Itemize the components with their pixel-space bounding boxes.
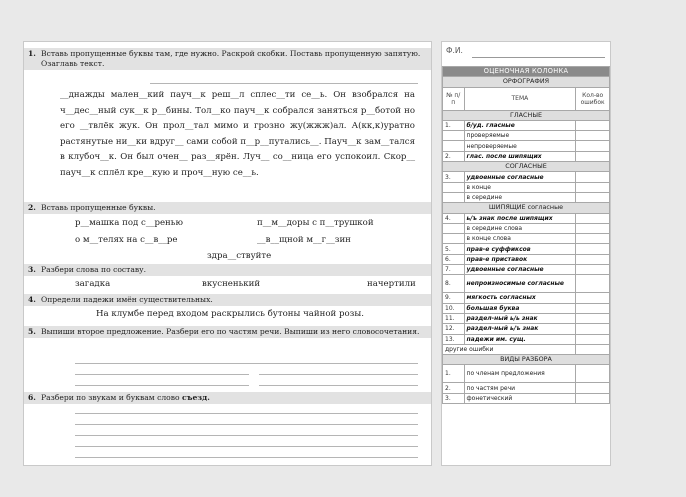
row-topic: раздел-ный ь/ъ знак <box>464 324 576 334</box>
task-2 <box>24 202 431 214</box>
error-count-cell[interactable] <box>576 303 610 313</box>
task-2-item: п__м__доры с п__трушкой <box>257 218 374 228</box>
task-6-instruction: Разбери по звукам и буквам слово <box>41 393 180 402</box>
row-number <box>443 192 465 202</box>
row-number <box>443 182 465 192</box>
row-topic: непроверяемые <box>464 141 576 151</box>
error-count-cell[interactable] <box>576 213 610 223</box>
task-2-item: о м__телях на с__в__ре <box>75 235 178 245</box>
task-2-item: __в__щной м__г__зин <box>257 235 351 245</box>
answer-line[interactable] <box>75 413 418 414</box>
row-number: 13. <box>443 334 465 344</box>
row-number: 4. <box>443 213 465 223</box>
error-count-cell[interactable] <box>576 275 610 293</box>
task-5-instruction: Выпиши второе предложение. Разбери его по частям речи. Выпиши из него словосочетания. <box>41 327 420 336</box>
row-number: 3. <box>443 393 465 403</box>
task-3-word: загадка <box>75 279 111 289</box>
task-3 <box>24 264 431 276</box>
section-title: ВИДЫ РАЗБОРА <box>443 355 610 365</box>
row-topic: удвоенные согласные <box>464 172 576 182</box>
task-4-instruction: Определи падежи имён существительных. <box>41 295 213 304</box>
error-count-cell[interactable] <box>576 365 610 383</box>
title-answer-line[interactable] <box>150 83 418 84</box>
answer-line[interactable] <box>259 374 418 375</box>
error-count-cell[interactable] <box>576 131 610 141</box>
row-number: 5. <box>443 244 465 254</box>
task-3-number: 3. <box>28 265 36 274</box>
answer-line[interactable] <box>75 457 418 458</box>
error-count-cell[interactable] <box>576 383 610 393</box>
row-topic: прав-е приставок <box>464 254 576 264</box>
task-3-word: вкусненький <box>202 279 261 289</box>
row-number: 1. <box>443 365 465 383</box>
row-topic: по частям речи <box>464 383 576 393</box>
row-topic: прав-е суффиксов <box>464 244 576 254</box>
error-count-cell[interactable] <box>576 324 610 334</box>
row-number: 2. <box>443 151 465 161</box>
error-count-cell[interactable] <box>576 393 610 403</box>
row-number: 12. <box>443 324 465 334</box>
error-count-cell[interactable] <box>576 120 610 130</box>
row-topic: глас. после шипящих <box>464 151 576 161</box>
error-count-cell[interactable] <box>576 244 610 254</box>
row-topic: в середине слова <box>464 223 576 233</box>
row-number <box>443 223 465 233</box>
task-3-header <box>24 264 431 276</box>
row-topic: непроизносимые согласные <box>464 275 576 293</box>
row-topic: мягкость согласных <box>464 293 576 303</box>
task-5-number: 5. <box>28 327 36 336</box>
task-4-number: 4. <box>28 295 36 304</box>
worksheet-page <box>23 41 432 466</box>
task-3-word: начертили <box>367 279 416 289</box>
error-count-cell[interactable] <box>576 293 610 303</box>
error-count-cell[interactable] <box>576 192 610 202</box>
panel-title: ОЦЕНОЧНАЯ КОЛОНКА <box>443 67 610 77</box>
row-number: 8. <box>443 275 465 293</box>
row-number: 1. <box>443 120 465 130</box>
row-topic: фонетический <box>464 393 576 403</box>
col-number-header: № п/п <box>443 87 465 110</box>
name-field[interactable] <box>472 57 605 58</box>
task-2-item: здра__ствуйте <box>207 251 272 261</box>
row-topic: ь/ъ знак после шипящих <box>464 213 576 223</box>
task-6-number: 6. <box>28 393 36 402</box>
task-1-instruction: Вставь пропущенные буквы там, где нужно. Раскрой скобки. Поставь пропущенную запятую. Озаглавь текст. <box>41 49 421 68</box>
task-2-item: р__машка под с__ренью <box>75 218 183 228</box>
answer-line[interactable] <box>75 363 418 364</box>
row-topic: падежи им. сущ. <box>464 334 576 344</box>
section-title: ШИПЯЩИЕ согласные <box>443 203 610 213</box>
task-2-number: 2. <box>28 203 36 212</box>
task-2-header <box>24 202 431 214</box>
error-count-cell[interactable] <box>576 182 610 192</box>
task-6 <box>24 392 431 404</box>
answer-line[interactable] <box>259 385 418 386</box>
section-title: ГЛАСНЫЕ <box>443 110 610 120</box>
error-count-cell[interactable] <box>576 334 610 344</box>
error-count-cell[interactable] <box>576 313 610 323</box>
row-topic: большая буква <box>464 303 576 313</box>
row-number <box>443 141 465 151</box>
col-topic-header: ТЕМА <box>464 87 576 110</box>
answer-line[interactable] <box>75 435 418 436</box>
row-topic: в конце слова <box>464 234 576 244</box>
error-count-cell[interactable] <box>576 265 610 275</box>
row-topic: проверяемые <box>464 131 576 141</box>
error-count-cell[interactable] <box>576 151 610 161</box>
other-errors-label: другие ошибки <box>443 344 576 354</box>
row-number: 7. <box>443 265 465 275</box>
task-1-header <box>24 48 431 70</box>
row-number: 9. <box>443 293 465 303</box>
task-4-sentence: На клумбе перед входом раскрылись бутоны чайной розы. <box>96 309 364 319</box>
assessment-panel <box>441 41 611 466</box>
task-4-header <box>24 294 431 306</box>
task-4 <box>24 294 431 306</box>
row-number: 6. <box>443 254 465 264</box>
task-5-header <box>24 326 431 338</box>
row-number: 2. <box>443 383 465 393</box>
col-count-header: Кол-во ошибок <box>576 87 610 110</box>
task-1-number: 1. <box>28 49 36 58</box>
task-2-instruction: Вставь пропущенные буквы. <box>41 203 156 212</box>
row-topic: раздел-ный ь/ь знак <box>464 313 576 323</box>
row-topic: в середине <box>464 192 576 202</box>
error-count-cell[interactable] <box>576 172 610 182</box>
row-number: 11. <box>443 313 465 323</box>
task-6-header <box>24 392 431 404</box>
error-count-cell[interactable] <box>576 344 610 354</box>
name-label: Ф.И. <box>446 46 463 55</box>
answer-line[interactable] <box>75 385 249 386</box>
answer-line[interactable] <box>75 446 418 447</box>
row-number: 3. <box>443 172 465 182</box>
row-number: 10. <box>443 303 465 313</box>
task-5 <box>24 326 431 338</box>
task-3-instruction: Разбери слова по составу. <box>41 265 147 274</box>
row-number <box>443 131 465 141</box>
answer-line[interactable] <box>75 374 249 375</box>
row-topic: в конце <box>464 182 576 192</box>
row-topic: удвоенные согласные <box>464 265 576 275</box>
task-6-word: съезд. <box>182 393 210 402</box>
row-topic: б/уд. гласные <box>464 120 576 130</box>
row-number <box>443 234 465 244</box>
task-1 <box>24 48 431 70</box>
task-1-text: __днажды мален__кий пауч__к реш__л сплес__ти се__ь. Он взобрался на ч__дес__ный сук__к р__бины. Тол__ко пауч__к собрался заняться р__ботой но его __твлёк жук. Он прол__тал мимо и грозно жу(жжж)ал. А(кк,к)уратно растянутые ни__ки вдруг__ сами собой п__р__путались__. Пауч__к зам__тался в клубоч__к. Он был очен__ раз__ярён. Луч__ со__ница его успокоил. Скор__ пауч__к сплёл кре__кую и проч__ную се__ь. <box>60 90 415 178</box>
assessment-table <box>442 66 610 404</box>
error-count-cell[interactable] <box>576 234 610 244</box>
row-topic: по членам предложения <box>464 365 576 383</box>
error-count-cell[interactable] <box>576 141 610 151</box>
error-count-cell[interactable] <box>576 223 610 233</box>
section-orthography: ОРФОГРАФИЯ <box>443 77 610 87</box>
answer-line[interactable] <box>75 424 418 425</box>
error-count-cell[interactable] <box>576 254 610 264</box>
section-title: СОГЛАСНЫЕ <box>443 162 610 172</box>
